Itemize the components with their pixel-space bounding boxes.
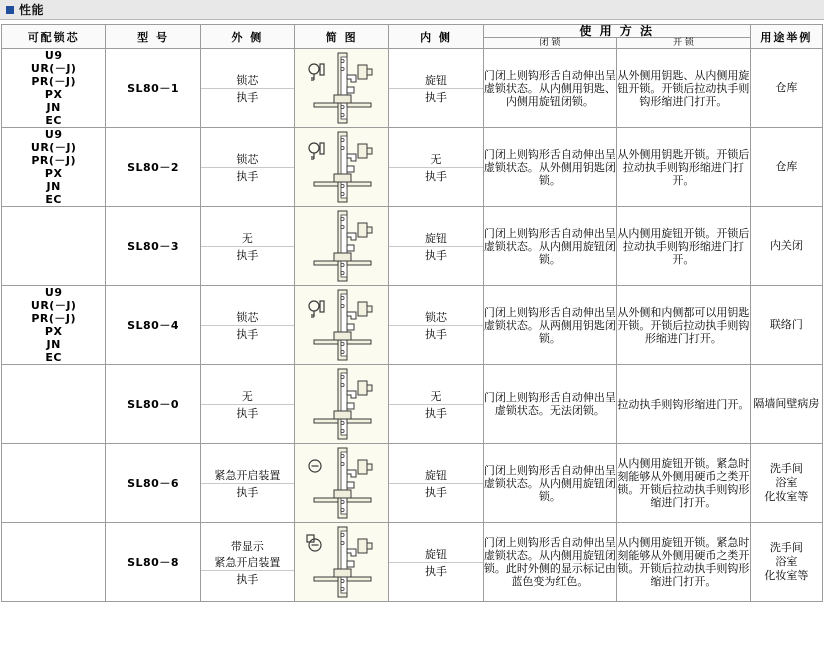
- cell-outside: [200, 444, 294, 523]
- col-header-usage-close: 闭 锁: [484, 38, 618, 48]
- cell-usage-open: 从外侧和内侧都可以用钥匙开锁。开锁后拉动执手则钩形缩进门打开。: [617, 286, 751, 365]
- inside-bottom-label: 执手: [425, 485, 448, 499]
- outside-top-label: 无: [201, 388, 294, 405]
- col-header-usage: [483, 25, 750, 49]
- cell-outside: [200, 49, 294, 128]
- cell-lock-core: [2, 523, 106, 602]
- bullet-square-icon: [6, 6, 14, 14]
- cell-inside: [389, 207, 483, 286]
- inside-top-label: 锁芯: [389, 309, 482, 326]
- cell-inside: [389, 444, 483, 523]
- cell-lock-core: [2, 207, 106, 286]
- cell-usage-close: 门闭上则钩形舌自动伸出呈虚锁状态。从外侧用钥匙闭锁。: [483, 128, 616, 207]
- cell-usage-close: 门闭上则钩形舌自动伸出呈虚锁状态。从内侧用旋钮闭锁。此时外侧的显示标记由蓝色变为红色。: [483, 523, 616, 602]
- cell-lock-core: U9 UR(－J) PR(－J) PX JN EC: [2, 286, 106, 365]
- cell-model: SL80－3: [106, 207, 200, 286]
- cell-lock-core: U9 UR(－J) PR(－J) PX JN EC: [2, 49, 106, 128]
- cell-model: SL80－2: [106, 128, 200, 207]
- col-header-inside: 内 侧: [389, 25, 483, 49]
- cell-lock-core: U9 UR(－J) PR(－J) PX JN EC: [2, 128, 106, 207]
- cell-inside: [389, 286, 483, 365]
- cell-lock-core: [2, 365, 106, 444]
- outside-top-label: 锁芯: [201, 151, 294, 168]
- outside-top-label: 锁芯: [201, 72, 294, 89]
- cell-outside: [200, 365, 294, 444]
- table-row: [2, 523, 823, 602]
- cell-usage-open: 从外侧用钥匙、从内侧用旋钮开锁。开锁后拉动执手则钩形缩进门打开。: [617, 49, 751, 128]
- col-header-model: 型 号: [106, 25, 200, 49]
- outside-bottom-label: 执手: [236, 248, 259, 262]
- lock-mortise-diagram-icon: [298, 128, 386, 206]
- cell-model: SL80－6: [106, 444, 200, 523]
- cell-inside: [389, 49, 483, 128]
- outside-top-label: 带显示 紧急开启装置: [201, 538, 294, 571]
- table-row: [2, 444, 823, 523]
- table-row: [2, 365, 823, 444]
- cell-usage-close: 门闭上则钩形舌自动伸出呈虚锁状态。从内侧用钥匙、内侧用旋钮闭锁。: [483, 49, 616, 128]
- inside-bottom-label: 执手: [425, 406, 448, 420]
- cell-outside: [200, 207, 294, 286]
- cell-use-example: 隔墙间壁病房: [750, 365, 822, 444]
- lock-mortise-diagram-icon: [298, 286, 386, 364]
- inside-top-label: 旋钮: [389, 467, 482, 484]
- table-row: [2, 207, 823, 286]
- cell-use-example: 仓库: [750, 49, 822, 128]
- cell-model: SL80－1: [106, 49, 200, 128]
- page-title: 性能: [19, 3, 45, 17]
- cell-diagram: [295, 49, 389, 128]
- cell-usage-open: 从内侧用旋钮开锁。紧急时刻能够从外侧用硬币之类开锁。开锁后拉动执手则钩形缩进门打开。: [617, 444, 751, 523]
- cell-diagram: [295, 444, 389, 523]
- lock-mortise-diagram-icon: [298, 49, 386, 127]
- cell-use-example: 洗手间 浴室 化妆室等: [750, 444, 822, 523]
- cell-usage-close: 门闭上则钩形舌自动伸出呈虚锁状态。无法闭锁。: [483, 365, 616, 444]
- cell-use-example: 洗手间 浴室 化妆室等: [750, 523, 822, 602]
- inside-bottom-label: 执手: [425, 327, 448, 341]
- cell-usage-open: 从内侧用旋钮开锁。紧急时刻能够从外侧用硬币之类开锁。开锁后拉动执手则钩形缩进门打开。: [617, 523, 751, 602]
- outside-top-label: 紧急开启装置: [201, 467, 294, 484]
- cell-outside: [200, 128, 294, 207]
- table-body: [2, 49, 823, 602]
- inside-bottom-label: 执手: [425, 564, 448, 578]
- col-header-core: 可配锁芯: [2, 25, 106, 49]
- cell-use-example: 内关闭: [750, 207, 822, 286]
- cell-diagram: [295, 286, 389, 365]
- cell-usage-close: 门闭上则钩形舌自动伸出呈虚锁状态。从两侧用钥匙闭锁。: [483, 286, 616, 365]
- cell-outside: [200, 286, 294, 365]
- outside-bottom-label: 执手: [236, 406, 259, 420]
- cell-diagram: [295, 128, 389, 207]
- col-header-use: 用途举例: [750, 25, 822, 49]
- table-row: [2, 128, 823, 207]
- cell-inside: [389, 523, 483, 602]
- inside-bottom-label: 执手: [425, 248, 448, 262]
- cell-outside: [200, 523, 294, 602]
- cell-usage-close: 门闭上则钩形舌自动伸出呈虚锁状态。从内侧用旋钮闭锁。: [483, 207, 616, 286]
- cell-usage-close: 门闭上则钩形舌自动伸出呈虚锁状态。从内侧用旋钮闭锁。: [483, 444, 616, 523]
- cell-use-example: 仓库: [750, 128, 822, 207]
- cell-usage-open: 拉动执手则钩形缩进门开。: [617, 365, 751, 444]
- inside-top-label: 旋钮: [389, 230, 482, 247]
- inside-top-label: 无: [389, 151, 482, 168]
- col-header-usage-label: 使 用 方 法: [484, 25, 750, 38]
- outside-top-label: 锁芯: [201, 309, 294, 326]
- section-header: [0, 0, 824, 20]
- cell-lock-core: [2, 444, 106, 523]
- cell-usage-open: 从内侧用旋钮开锁。开锁后拉动执手则钩形缩进门打开。: [617, 207, 751, 286]
- cell-model: SL80－0: [106, 365, 200, 444]
- lock-mortise-diagram-icon: [298, 444, 386, 522]
- outside-bottom-label: 执手: [236, 327, 259, 341]
- inside-bottom-label: 执手: [425, 169, 448, 183]
- outside-bottom-label: 执手: [236, 169, 259, 183]
- lock-mortise-diagram-icon: [298, 523, 386, 601]
- table-row: [2, 286, 823, 365]
- inside-bottom-label: 执手: [425, 90, 448, 104]
- col-header-usage-open: 开 锁: [673, 38, 694, 48]
- table-header-row: [2, 25, 823, 49]
- cell-diagram: [295, 207, 389, 286]
- table-row: [2, 49, 823, 128]
- outside-bottom-label: 执手: [236, 572, 259, 586]
- col-header-outside: 外 侧: [200, 25, 294, 49]
- cell-inside: [389, 128, 483, 207]
- cell-diagram: [295, 523, 389, 602]
- outside-top-label: 无: [201, 230, 294, 247]
- cell-model: SL80－8: [106, 523, 200, 602]
- cell-usage-open: 从外侧用钥匙开锁。开锁后拉动执手则钩形缩进门打开。: [617, 128, 751, 207]
- cell-diagram: [295, 365, 389, 444]
- spec-table: [1, 24, 823, 602]
- cell-inside: [389, 365, 483, 444]
- inside-top-label: 旋钮: [389, 546, 482, 563]
- outside-bottom-label: 执手: [236, 485, 259, 499]
- cell-model: SL80－4: [106, 286, 200, 365]
- cell-use-example: 联络门: [750, 286, 822, 365]
- inside-top-label: 无: [389, 388, 482, 405]
- col-header-diagram: 简 图: [295, 25, 389, 49]
- lock-mortise-diagram-icon: [298, 207, 386, 285]
- lock-mortise-diagram-icon: [298, 365, 386, 443]
- inside-top-label: 旋钮: [389, 72, 482, 89]
- outside-bottom-label: 执手: [236, 90, 259, 104]
